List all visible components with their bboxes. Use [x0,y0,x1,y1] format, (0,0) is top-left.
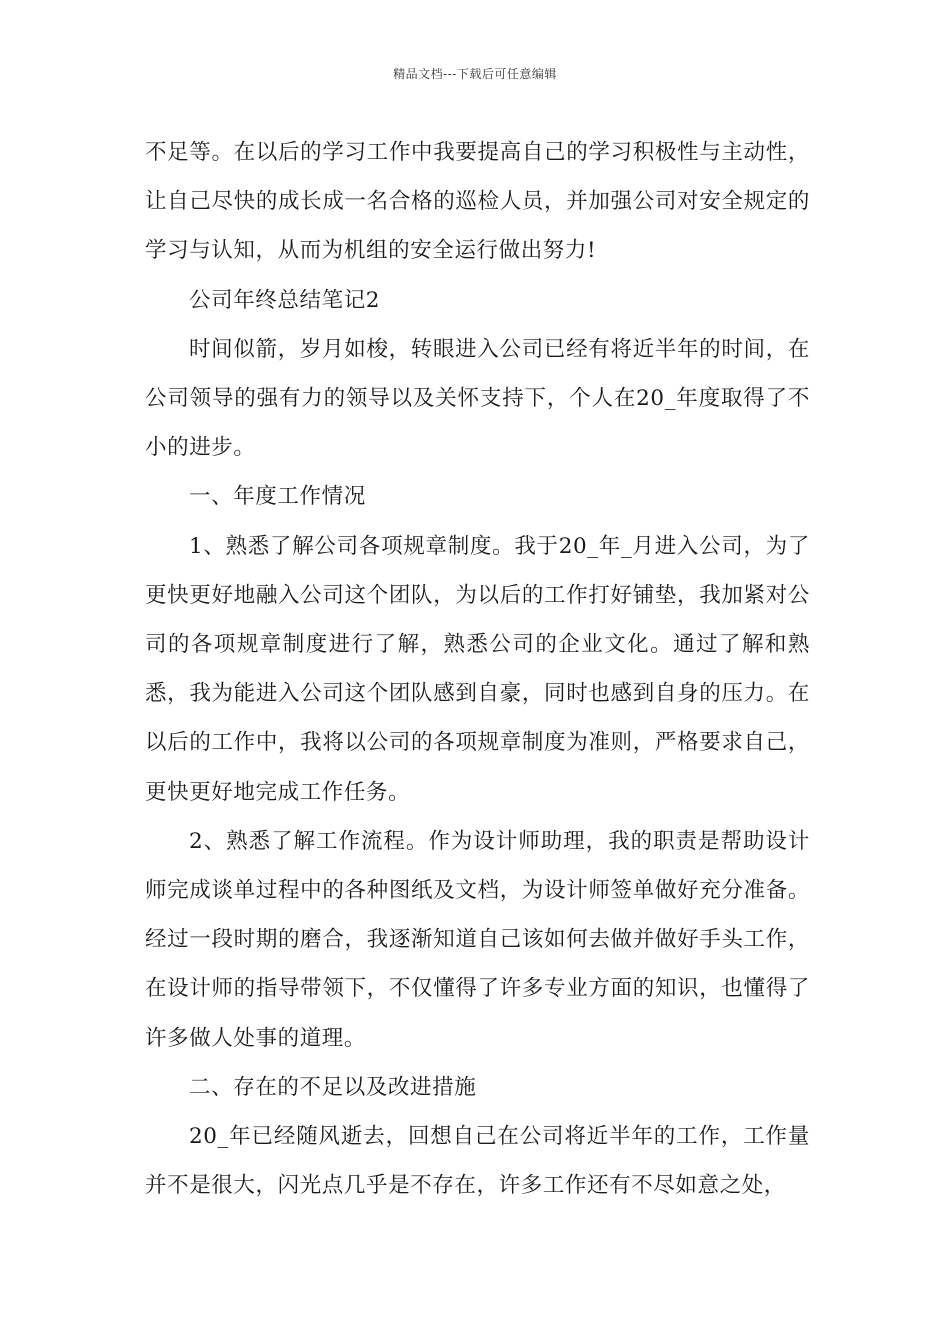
paragraph-item-1: 1、熟悉了解公司各项规章制度。我于20_年_月进入公司，为了更快更好地融入公司这个团队，为以后的工作打好铺垫，我加紧对公司的各项规章制度进行了解，熟悉公司的企业文化。通过了解和熟悉，我为能进入公司这个团队感到自豪，同时也感到自身的压力。在以后的工作中，我将以公司的各项规章制度为准则，严格要求自己，更快更好地完成工作任务。 [145,533,810,805]
document-body [145,128,810,1210]
paragraph-intro: 时间似箭，岁月如梭，转眼进入公司已经有将近半年的时间，在公司领导的强有力的领导以及关怀支持下，个人在20_年度取得了不小的进步。 [145,336,810,461]
paragraph-continuation: 不足等。在以后的学习工作中我要提高自己的学习积极性与主动性，让自己尽快的成长成一名合格的巡检人员，并加强公司对安全规定的学习与认知，从而为机组的安全运行做出努力! [145,140,810,264]
page-header: 精品文档---下载后可任意编辑 [393,67,557,81]
paragraph-item-2: 2、熟悉了解工作流程。作为设计师助理，我的职责是帮助设计师完成谈单过程中的各种图纸及文档，为设计师签单做好充分准备。经过一段时期的磨合，我逐渐知道自己该如何去做并做好手头工作，在设计师的指导带领下，不仅懂得了许多专业方面的知识，也懂得了许多做人处事的道理。 [145,828,810,1051]
heading-annual-work: 一、年度工作情况 [189,484,366,510]
section-title: 公司年终总结笔记2 [189,287,381,313]
paragraph-shortcomings: 20_年已经随风逝去，回想自己在公司将近半年的工作，工作量并不是很大，闪光点几乎是不存在，许多工作还有不尽如意之处， [145,1124,810,1199]
heading-shortcomings: 二、存在的不足以及改进措施 [189,1074,477,1100]
